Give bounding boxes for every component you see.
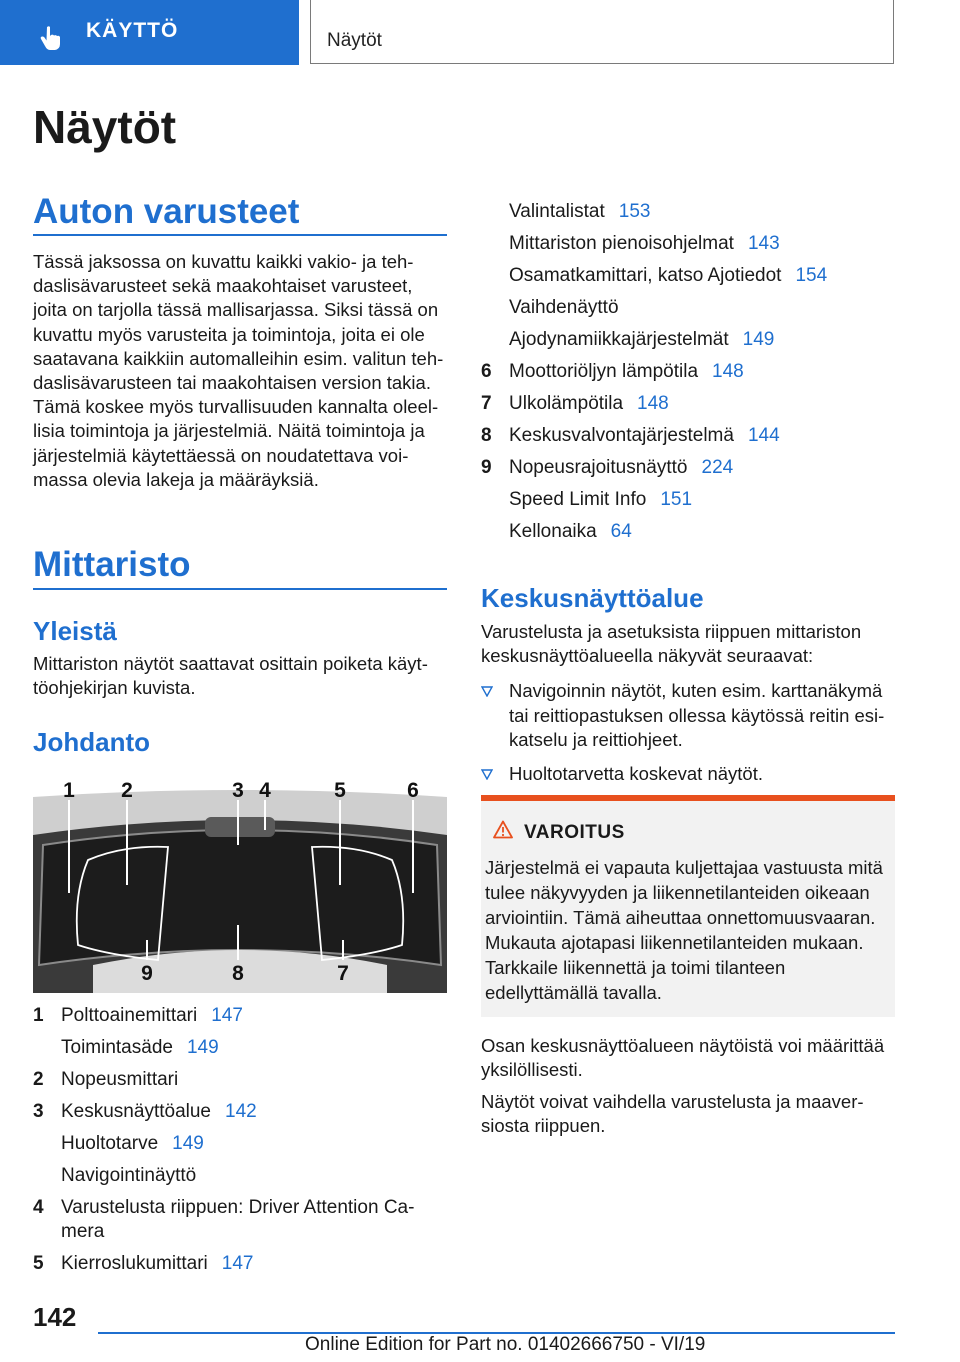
equipment-text: Tässä jaksossa on kuvattu kaikki vakio- ja tehdaslisävarusteet sekä maakohtaiset varusteet, joita on tarjolla tässä mallisarjassa. Siksi tässä on kuvattu myös varusteita ja toimintoja, joita ei ole saatavana kaikkiin automalleihin esim. valitun tehdaslisävarusteen tai maakohtaisen version takia. Tämä koskee myös turvallisuuden kannalta oleellisia toimintoja ja järjestelmiä. Näitä toimintoja ja järjestelmiä käytettäessä on noudatettava voimassa olevia lakeja ja määräyksiä. <box>33 251 444 490</box>
callout-7: 7 <box>337 962 349 985</box>
page-ref-link[interactable]: 147 <box>221 1253 254 1274</box>
warning-triangle-icon <box>493 820 513 839</box>
cluster-heading: Mittaristo <box>33 545 191 584</box>
page-ref-link[interactable]: 149 <box>186 1037 219 1058</box>
list-item: 8 Keskusvalvontajärjestelmä 144 <box>481 425 780 446</box>
breadcrumb <box>310 0 894 64</box>
page-ref-link[interactable]: 142 <box>225 1101 257 1122</box>
callout-2: 2 <box>121 779 133 802</box>
legend-left <box>33 1000 449 1280</box>
callout-6: 6 <box>407 779 419 802</box>
hand-pointer-icon <box>38 24 66 52</box>
list-item: 3 Keskusnäyttöalue 142 <box>33 1101 257 1122</box>
triangle-bullet-icon <box>481 686 493 697</box>
center-display-text: Varustelusta ja asetuksista riippuen mittariston keskusnäyttöalueella näkyvät seuraavat: <box>481 621 862 667</box>
list-item: 9 Nopeusrajoitusnäyttö 224 <box>481 457 734 478</box>
page-ref-link[interactable]: 144 <box>747 425 780 446</box>
list-item: Valintalistat 153 <box>509 201 651 222</box>
warning-text: Järjestelmä ei vapauta kuljettajaa vastuusta mitä tulee näkyvyyden ja liikennetilanteiden oikeaan arviointiin. Tämä aiheuttaa onnettomuusvaaran. Mukauta ajotapasi liikennetilanteiden mukaan. Tarkkaile liikennettä ja toimi tilanteen edellyttämällä tavalla. <box>485 857 883 1003</box>
page-ref-link[interactable]: 149 <box>742 329 775 350</box>
general-heading: Yleistä <box>33 616 117 646</box>
equipment-heading: Auton varusteet <box>33 192 300 231</box>
section-tab[interactable] <box>0 0 299 65</box>
callout-1: 1 <box>63 779 75 802</box>
legend-right <box>481 196 895 548</box>
list-item: Toimintasäde 149 <box>61 1037 219 1058</box>
callout-4: 4 <box>259 779 271 802</box>
footer-edition: Online Edition for Part no. 01402666750 - VI/19 <box>305 1334 706 1355</box>
page-title: Näytöt <box>33 101 177 153</box>
cluster-rule <box>33 588 447 590</box>
page-number: 142 <box>33 1302 77 1332</box>
display-panel <box>39 830 441 965</box>
section-label: KÄYTTÖ <box>86 19 179 42</box>
page-ref-link[interactable]: 147 <box>211 1005 243 1026</box>
list-item: Mittariston pienoisohjelmat 143 <box>509 233 780 254</box>
breadcrumb-text: Näytöt <box>327 30 382 51</box>
triangle-bullet-icon <box>481 769 493 780</box>
list-item: Osamatkamittari, katso Ajotiedot 154 <box>509 265 828 286</box>
page-ref-link[interactable]: 148 <box>712 361 744 382</box>
list-item: Huoltotarve 149 <box>61 1133 204 1154</box>
list-item: Speed Limit Info 151 <box>509 489 693 510</box>
list-item: Navigointinäyttö <box>61 1165 197 1186</box>
list-item: Vaihdenäyttö <box>509 297 619 318</box>
list-item: Ajodynamiikkajärjestelmät 149 <box>509 329 775 350</box>
callout-5: 5 <box>334 779 346 802</box>
page-ref-link[interactable]: 64 <box>610 521 632 542</box>
callout-9: 9 <box>141 962 153 985</box>
page-ref-link[interactable]: 224 <box>701 457 734 478</box>
callout-3: 3 <box>232 779 244 802</box>
equipment-rule <box>33 234 447 236</box>
list-item: 2 Nopeusmittari <box>33 1069 179 1090</box>
center-display-heading: Keskusnäyttöalue <box>481 583 704 613</box>
closing-paragraph-1: Osan keskusnäyttöalueen näytöistä voi määrittää yksilöllisesti. <box>481 1035 885 1081</box>
intro-heading: Johdanto <box>33 727 150 757</box>
list-item: 7 Ulkolämpötila 148 <box>481 393 669 414</box>
page-ref-link[interactable]: 148 <box>637 393 669 414</box>
callout-8: 8 <box>232 962 244 985</box>
closing-paragraph-2: Näytöt voivat vaihdella varustelusta ja maaversiosta riippuen. <box>481 1091 864 1137</box>
page-ref-link[interactable]: 154 <box>795 265 828 286</box>
general-text: Mittariston näytöt saattavat osittain poiketa käyttöohjekirjan kuvista. <box>33 653 428 699</box>
list-item: Navigoinnin näytöt, kuten esim. karttanäkymä tai reittiopastuksen ollessa käytössä reitin esikatselu ja reittiohjeet. <box>481 679 895 753</box>
page-ref-link[interactable]: 151 <box>660 489 693 510</box>
page-ref-link[interactable]: 149 <box>172 1133 204 1154</box>
list-item: Huoltotarvetta koskevat näytöt. <box>481 762 895 787</box>
warning-title: VAROITUS <box>524 822 625 843</box>
list-item: 6 Moottoriöljyn lämpötila 148 <box>481 361 744 382</box>
list-item: 5 Kierroslukumittari 147 <box>33 1253 254 1274</box>
list-item: 4 Varustelusta riippuen: Driver Attention Camera <box>33 1197 415 1242</box>
center-display-bullets <box>481 679 895 795</box>
page-ref-link[interactable]: 153 <box>618 201 651 222</box>
list-item: 1 Polttoainemittari 147 <box>33 1005 243 1026</box>
list-item: Kellonaika 64 <box>509 521 632 542</box>
instrument-cluster-figure <box>33 775 447 993</box>
page-ref-link[interactable]: 143 <box>747 233 780 254</box>
